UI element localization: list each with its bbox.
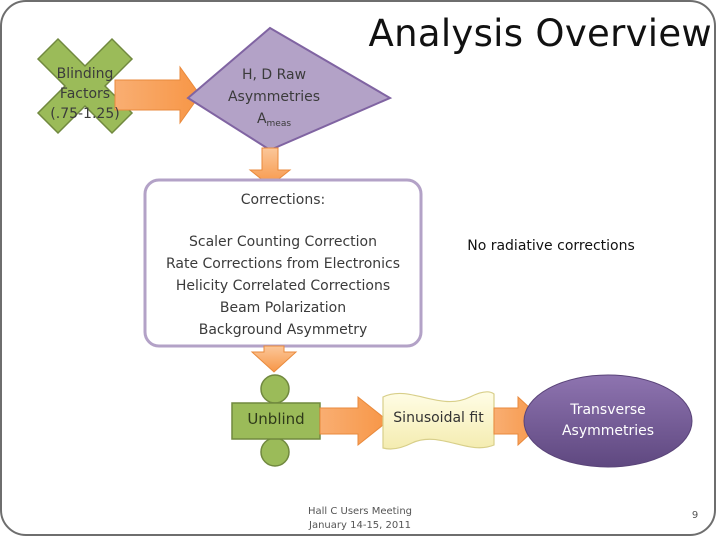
- blinding-line-1: Blinding: [56, 66, 114, 82]
- correction-item-polarization: Beam Polarization: [219, 300, 347, 316]
- sinusoidal-fit-label: Sinusoidal fit: [393, 410, 484, 426]
- arrow-unblind-to-fit: [320, 397, 388, 445]
- raw-line-2: Asymmetries: [227, 89, 321, 105]
- transverse-asymmetries-label: [534, 400, 682, 442]
- ameas-subscript: meas: [266, 119, 292, 129]
- transverse-line-2: Asymmetries: [561, 423, 655, 439]
- corrections-header: Corrections:: [240, 192, 326, 208]
- blinding-line-3: (.75-1.25): [50, 106, 120, 122]
- footer-meeting: [290, 505, 430, 533]
- ameas-main: A: [256, 111, 267, 127]
- connector-circle-top: [261, 375, 289, 403]
- raw-line-1: H, D Raw: [241, 67, 307, 83]
- page-number: 9: [691, 510, 699, 521]
- page-title: Analysis Overview: [368, 12, 712, 55]
- raw-asymmetries-label: [214, 64, 334, 135]
- correction-item-scaler: Scaler Counting Correction: [189, 234, 377, 250]
- corrections-list: [145, 231, 421, 341]
- blinding-line-2: Factors: [59, 86, 111, 102]
- transverse-line-1: Transverse: [570, 402, 646, 418]
- blinding-factors-label: [40, 64, 130, 124]
- no-radiative-note: No radiative corrections: [467, 238, 635, 254]
- correction-item-background: Background Asymmetry: [198, 322, 368, 338]
- correction-item-helicity: Helicity Correlated Corrections: [175, 278, 391, 294]
- unblind-label: Unblind: [247, 410, 305, 428]
- connector-circle-bottom: [261, 438, 289, 466]
- correction-item-rate: Rate Corrections from Electronics: [165, 256, 401, 272]
- arrow-corrections-to-unblind: [252, 346, 296, 372]
- ameas-symbol: [214, 108, 334, 135]
- footer-line-1: Hall C Users Meeting: [307, 506, 413, 517]
- footer-line-2: January 14-15, 2011: [309, 520, 411, 531]
